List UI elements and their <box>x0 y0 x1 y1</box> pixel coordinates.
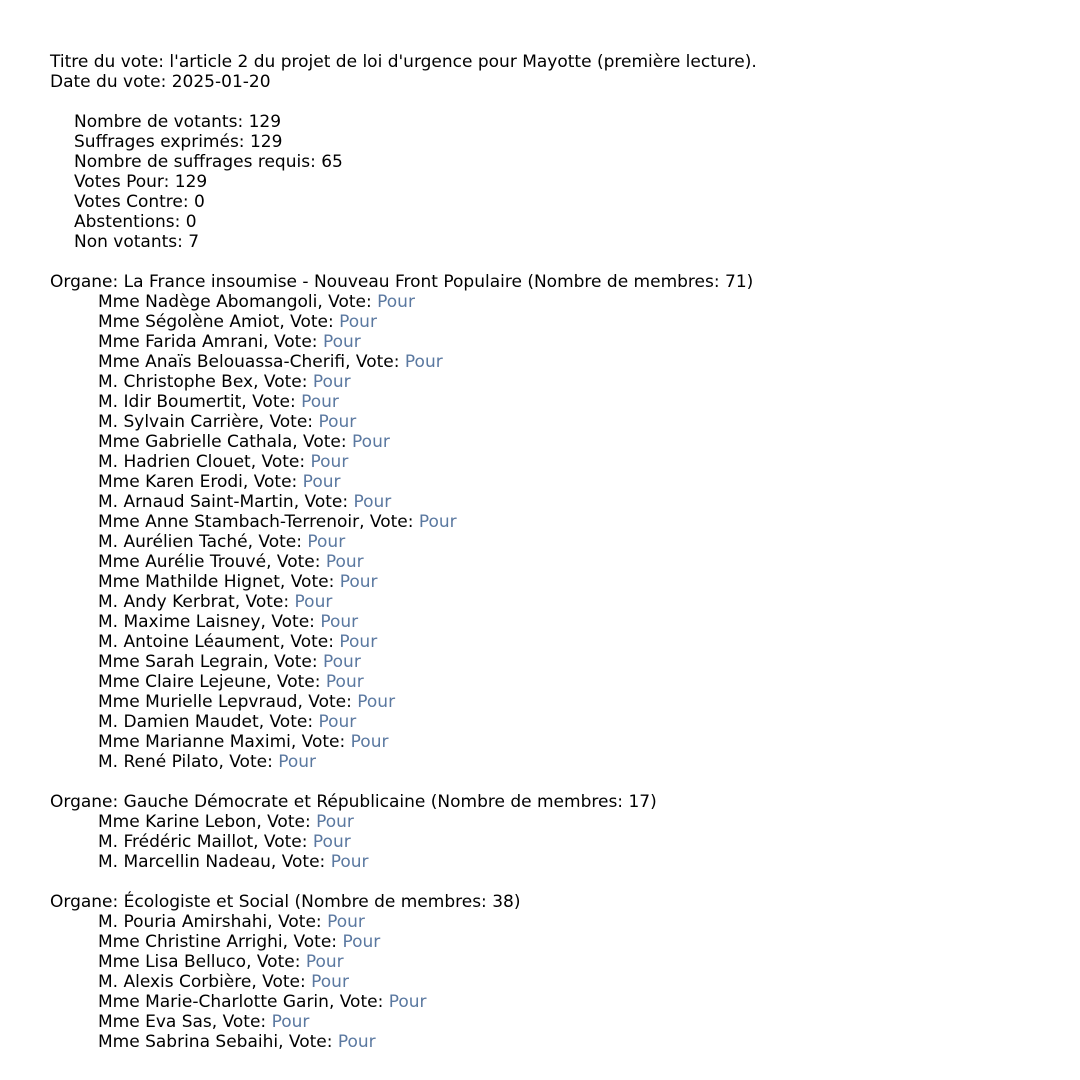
member-vote-value: Pour <box>318 712 357 732</box>
member-row <box>50 612 757 632</box>
member-row <box>50 672 757 692</box>
member-row <box>50 992 757 1012</box>
member-name: Mme Nadège Abomangoli <box>98 292 318 312</box>
member-vote-value: Pour <box>312 372 351 392</box>
member-vote-value: Pour <box>301 392 339 412</box>
member-name: Mme Lisa Belluco <box>98 952 247 972</box>
member-vote-label: , Vote: <box>293 492 354 512</box>
member-vote-label: , Vote: <box>266 552 326 572</box>
stat-value: 0 <box>194 192 205 212</box>
member-vote-label: , Vote: <box>234 592 295 612</box>
member-vote-value: Pour <box>388 992 427 1012</box>
member-name: Mme Murielle Lepvraud <box>98 692 298 712</box>
member-row <box>50 652 757 672</box>
member-vote-value: Pour <box>322 332 361 352</box>
member-vote-label: , Vote: <box>345 352 405 372</box>
organe-header <box>50 792 757 812</box>
organe-name: Écologiste et Social <box>123 892 290 912</box>
member-row <box>50 392 757 412</box>
organe-members-count: 17 <box>628 792 651 812</box>
member-vote-label: , Vote: <box>241 392 302 412</box>
stat-line <box>50 192 757 212</box>
stat-value: 0 <box>185 212 197 232</box>
member-vote-label: , Vote: <box>218 752 279 772</box>
member-row <box>50 452 757 472</box>
spacer <box>50 92 757 112</box>
member-vote-label: , Vote: <box>328 992 389 1012</box>
organe-members-count: 71 <box>725 272 747 292</box>
member-vote-label: , Vote: <box>253 372 313 392</box>
member-vote-label: , Vote: <box>242 472 303 492</box>
member-name: Mme Anne Stambach-Terrenoir <box>98 512 360 532</box>
member-vote-label: , Vote: <box>263 332 323 352</box>
member-vote-value: Pour <box>294 592 333 612</box>
member-name: M. Aurélien Taché <box>98 532 248 552</box>
member-vote-value: Pour <box>318 412 357 432</box>
member-vote-label: , Vote: <box>258 412 319 432</box>
organe-header <box>50 892 757 912</box>
member-row <box>50 632 757 652</box>
member-vote-value: Pour <box>404 352 443 372</box>
stat-value: 65 <box>321 152 343 172</box>
organe-name: Gauche Démocrate et Républicaine <box>123 792 426 812</box>
member-vote-label: , Vote: <box>260 612 321 632</box>
member-name: Mme Marie-Charlotte Garin <box>98 992 329 1012</box>
member-name: M. Maxime Laisney <box>98 612 261 632</box>
member-row <box>50 552 757 572</box>
member-vote-label: , Vote: <box>246 952 306 972</box>
member-vote-label: , Vote: <box>359 512 419 532</box>
vote-document <box>50 52 757 1052</box>
member-name: Mme Marianne Maximi <box>98 732 291 752</box>
stat-label: Non votants: <box>74 232 189 252</box>
spacer <box>50 772 757 792</box>
stat-line <box>50 132 757 152</box>
member-name: M. Damien Maudet <box>98 712 259 732</box>
spacer <box>50 872 757 892</box>
member-vote-label: , Vote: <box>270 852 331 872</box>
vote-statistics <box>50 112 757 252</box>
stat-label: Nombre de votants: <box>74 112 249 132</box>
member-vote-label: , Vote: <box>256 812 317 832</box>
member-name: Mme Eva Sas <box>98 1012 212 1032</box>
member-vote-value: Pour <box>311 972 349 992</box>
member-vote-label: , Vote: <box>250 452 311 472</box>
member-row <box>50 412 757 432</box>
member-name: M. Antoine Léaument <box>98 632 280 652</box>
vote-date: 2025-01-20 <box>171 72 271 92</box>
member-row <box>50 292 757 312</box>
member-row <box>50 1012 757 1032</box>
member-name: M. Andy Kerbrat <box>98 592 235 612</box>
member-row <box>50 532 757 552</box>
member-row <box>50 852 757 872</box>
organe-prefix: Organe: <box>50 272 124 292</box>
member-vote-label: , Vote: <box>251 972 312 992</box>
member-vote-value: Pour <box>327 912 365 932</box>
member-row <box>50 812 757 832</box>
member-row <box>50 972 757 992</box>
stat-value: 129 <box>248 112 282 132</box>
organe-members-suffix: ) <box>746 272 754 292</box>
member-name: Mme Claire Lejeune <box>98 672 267 692</box>
stat-line <box>50 212 757 232</box>
member-row <box>50 832 757 852</box>
member-vote-label: , Vote: <box>290 732 351 752</box>
member-vote-value: Pour <box>339 312 377 332</box>
member-row <box>50 472 757 492</box>
member-name: Mme Karine Lebon <box>98 812 257 832</box>
member-name: M. Marcellin Nadeau <box>98 852 271 872</box>
stat-value: 7 <box>188 232 200 252</box>
member-row <box>50 692 757 712</box>
member-name: Mme Sarah Legrain <box>98 652 264 672</box>
member-name: M. Frédéric Maillot <box>98 832 254 852</box>
member-vote-label: , Vote: <box>317 292 378 312</box>
stat-label: Abstentions: <box>74 212 186 232</box>
member-vote-label: , Vote: <box>253 832 313 852</box>
member-name: Mme Anaïs Belouassa-Cherifi <box>98 352 346 372</box>
member-row <box>50 512 757 532</box>
member-row <box>50 1032 757 1052</box>
member-vote-label: , Vote: <box>247 532 308 552</box>
member-vote-value: Pour <box>325 672 364 692</box>
stat-label: Suffrages exprimés: <box>74 132 250 152</box>
member-row <box>50 752 757 772</box>
member-vote-label: , Vote: <box>278 1032 338 1052</box>
member-name: M. Hadrien Clouet <box>98 452 251 472</box>
member-row <box>50 432 757 452</box>
member-row <box>50 932 757 952</box>
vote-title-label: Titre du vote: <box>50 52 170 72</box>
member-row <box>50 372 757 392</box>
member-name: M. René Pilato <box>98 752 219 772</box>
member-row <box>50 492 757 512</box>
stat-value: 129 <box>174 172 208 192</box>
stat-line <box>50 172 757 192</box>
member-vote-label: , Vote: <box>267 912 328 932</box>
member-name: M. Idir Boumertit <box>98 392 242 412</box>
member-vote-value: Pour <box>352 432 390 452</box>
stat-line <box>50 232 757 252</box>
member-vote-label: , Vote: <box>211 1012 272 1032</box>
stat-label: Nombre de suffrages requis: <box>74 152 322 172</box>
organe-members-suffix: ) <box>650 792 657 812</box>
member-name: Mme Farida Amrani <box>98 332 264 352</box>
member-vote-value: Pour <box>325 552 364 572</box>
member-name: M. Sylvain Carrière <box>98 412 259 432</box>
member-vote-value: Pour <box>312 832 351 852</box>
member-row <box>50 732 757 752</box>
member-row <box>50 312 757 332</box>
member-vote-value: Pour <box>278 752 317 772</box>
member-vote-label: , Vote: <box>266 672 326 692</box>
stat-label: Votes Pour: <box>74 172 175 192</box>
vote-date-label: Date du vote: <box>50 72 172 92</box>
member-name: Mme Sabrina Sebaihi <box>98 1032 279 1052</box>
organe-members-label: (Nombre de membres: <box>521 272 725 292</box>
member-vote-value: Pour <box>339 572 378 592</box>
member-vote-value: Pour <box>350 732 389 752</box>
member-vote-label: , Vote: <box>297 692 358 712</box>
organe-members-label: (Nombre de membres: <box>425 792 629 812</box>
member-name: M. Christophe Bex <box>98 372 254 392</box>
member-name: M. Pouria Amirshahi <box>98 912 268 932</box>
member-vote-value: Pour <box>271 1012 310 1032</box>
organe-name: La France insoumise - Nouveau Front Populaire <box>123 272 522 292</box>
member-name: Mme Aurélie Trouvé <box>98 552 267 572</box>
member-vote-label: , Vote: <box>279 572 340 592</box>
vote-date-line <box>50 72 757 92</box>
organe-header <box>50 272 757 292</box>
member-vote-value: Pour <box>310 452 349 472</box>
member-vote-label: , Vote: <box>279 312 340 332</box>
member-name: Mme Ségolène Amiot <box>98 312 280 332</box>
organe-members-count: 38 <box>492 892 514 912</box>
member-row <box>50 912 757 932</box>
member-vote-value: Pour <box>342 932 381 952</box>
member-vote-value: Pour <box>307 532 346 552</box>
stat-line <box>50 112 757 132</box>
organe-members-label: (Nombre de membres: <box>289 892 493 912</box>
member-vote-label: , Vote: <box>292 432 353 452</box>
stat-value: 129 <box>249 132 283 152</box>
member-vote-label: , Vote: <box>282 932 343 952</box>
member-row <box>50 952 757 972</box>
member-vote-value: Pour <box>377 292 415 312</box>
member-row <box>50 592 757 612</box>
member-row <box>50 712 757 732</box>
member-row <box>50 352 757 372</box>
member-name: Mme Christine Arrighi <box>98 932 283 952</box>
member-row <box>50 332 757 352</box>
organe-members-suffix: ) <box>513 892 521 912</box>
member-vote-label: , Vote: <box>263 652 323 672</box>
stat-line <box>50 152 757 172</box>
member-row <box>50 572 757 592</box>
member-vote-value: Pour <box>316 812 354 832</box>
vote-title: l'article 2 du projet de loi d'urgence pour Mayotte (première lecture). <box>169 52 757 72</box>
member-vote-value: Pour <box>320 612 359 632</box>
organe-prefix: Organe: <box>50 892 124 912</box>
vote-title-line <box>50 52 757 72</box>
organe-list <box>50 252 757 1052</box>
member-vote-value: Pour <box>302 472 341 492</box>
stat-label: Votes Contre: <box>74 192 195 212</box>
member-name: M. Arnaud Saint-Martin <box>98 492 294 512</box>
member-vote-value: Pour <box>337 1032 376 1052</box>
member-name: Mme Gabrielle Cathala <box>98 432 293 452</box>
member-vote-value: Pour <box>323 652 361 672</box>
member-name: Mme Karen Erodi <box>98 472 243 492</box>
member-name: M. Alexis Corbière <box>98 972 252 992</box>
member-name: Mme Mathilde Hignet <box>98 572 280 592</box>
member-vote-value: Pour <box>353 492 392 512</box>
member-vote-value: Pour <box>330 852 369 872</box>
member-vote-value: Pour <box>357 692 396 712</box>
member-vote-label: , Vote: <box>279 632 340 652</box>
spacer <box>50 252 757 272</box>
member-vote-value: Pour <box>339 632 378 652</box>
organe-prefix: Organe: <box>50 792 124 812</box>
member-vote-label: , Vote: <box>258 712 319 732</box>
member-vote-value: Pour <box>305 952 344 972</box>
member-vote-value: Pour <box>418 512 457 532</box>
